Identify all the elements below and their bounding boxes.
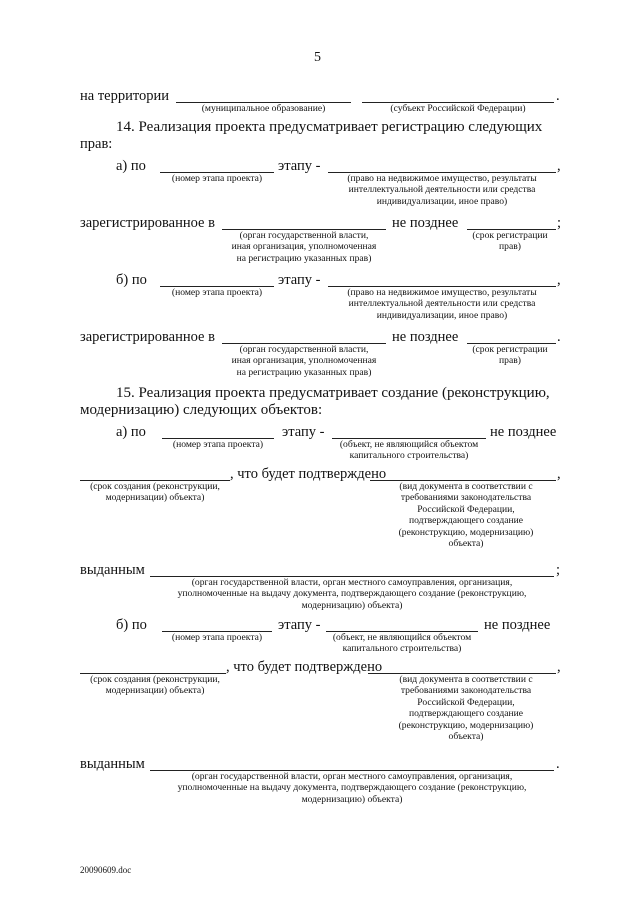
municipality-caption: (муниципальное образование) — [201, 103, 326, 114]
obj-a-comma: , — [557, 466, 561, 482]
obj-a-etap: этапу - — [282, 424, 325, 440]
obj-b-label: б) по — [116, 617, 147, 633]
reg-b-no-later: не позднее — [392, 329, 459, 345]
obj-a-confirmed: , что будет подтверждено — [230, 466, 387, 482]
subject-caption: (субъект Российской Федерации) — [390, 103, 526, 114]
reg-b-registered-label: зарегистрированное в — [80, 329, 215, 345]
territory-label: на территории — [80, 88, 170, 104]
reg-b-org-caption: (орган государственной власти, иная организация, уполномоченная на регистрацию указанных прав) — [231, 344, 377, 378]
obj-b-issuer-caption: (орган государственной власти, орган местного самоуправления, организация, уполномоченные на выдачу документа, подтверждающего создание (реконструкцию, модернизацию) объекта) — [177, 771, 527, 805]
p15-line2: модернизацию) следующих объектов: — [80, 402, 323, 418]
page-number: 5 — [314, 50, 321, 65]
obj-b-etap: этапу - — [278, 617, 321, 633]
reg-a-semicolon: ; — [557, 215, 562, 231]
obj-b-issued-label: выданным — [80, 756, 145, 772]
reg-b-right-caption: (право на недвижимое имущество, результаты интеллектуальной деятельности или средства индивидуализации, иное право) — [347, 287, 537, 321]
obj-b-end: . — [556, 756, 560, 772]
reg-b-term-caption: (срок регистрации прав) — [472, 344, 548, 367]
obj-b-comma: , — [557, 659, 561, 675]
reg-b-comma: , — [557, 272, 561, 288]
reg-a-label: а) по — [116, 158, 146, 174]
obj-a-semicolon: ; — [556, 562, 561, 578]
reg-b-end: . — [557, 329, 561, 345]
obj-a-stage-caption: (номер этапа проекта) — [172, 439, 264, 450]
reg-a-org-caption: (орган государственной власти, иная организация, уполномоченная на регистрацию указанных прав) — [231, 230, 377, 264]
p15-line1: 15. Реализация проекта предусматривает создание (реконструкцию, — [116, 385, 550, 401]
footer-filename: 20090609.doc — [80, 865, 132, 875]
reg-a-no-later: не позднее — [392, 215, 459, 231]
obj-a-doc-caption: (вид документа в соответствии с требованиями законодательства Российской Федерации, подтверждающего создание (реконструкцию, модернизацию) объекта) — [398, 481, 534, 550]
obj-b-object-caption: (объект, не являющийся объектом капитального строительства) — [332, 632, 472, 655]
obj-a-no-later: не позднее — [490, 424, 557, 440]
p14-line2: прав: — [80, 136, 113, 152]
obj-b-no-later: не позднее — [484, 617, 551, 633]
p14-line1: 14. Реализация проекта предусматривает регистрацию следующих — [116, 119, 543, 135]
reg-a-term-caption: (срок регистрации прав) — [472, 230, 548, 253]
territory-end: . — [556, 88, 560, 104]
obj-b-doc-caption: (вид документа в соответствии с требованиями законодательства Российской Федерации, подтверждающего создание (реконструкцию, модернизацию) объекта) — [398, 674, 534, 743]
obj-a-issued-label: выданным — [80, 562, 145, 578]
obj-a-object-caption: (объект, не являющийся объектом капитального строительства) — [339, 439, 479, 462]
reg-b-stage-caption: (номер этапа проекта) — [171, 287, 263, 298]
reg-a-registered-label: зарегистрированное в — [80, 215, 215, 231]
obj-a-issuer-caption: (орган государственной власти, орган местного самоуправления, организация, уполномоченные на выдачу документа, подтверждающего создание (реконструкцию, модернизацию) объекта) — [177, 577, 527, 611]
obj-a-label: а) по — [116, 424, 146, 440]
obj-b-stage-caption: (номер этапа проекта) — [171, 632, 263, 643]
reg-a-right-caption: (право на недвижимое имущество, результаты интеллектуальной деятельности или средства индивидуализации, иное право) — [347, 173, 537, 207]
obj-b-confirmed: , что будет подтверждено — [226, 659, 383, 675]
reg-b-label: б) по — [116, 272, 147, 288]
obj-a-term-caption: (срок создания (реконструкции, модернизации) объекта) — [90, 481, 220, 504]
obj-b-term-caption: (срок создания (реконструкции, модернизации) объекта) — [90, 674, 220, 697]
reg-a-etap: этапу - — [278, 158, 321, 174]
reg-a-stage-caption: (номер этапа проекта) — [171, 173, 263, 184]
reg-a-comma: , — [557, 158, 561, 174]
reg-b-etap: этапу - — [278, 272, 321, 288]
